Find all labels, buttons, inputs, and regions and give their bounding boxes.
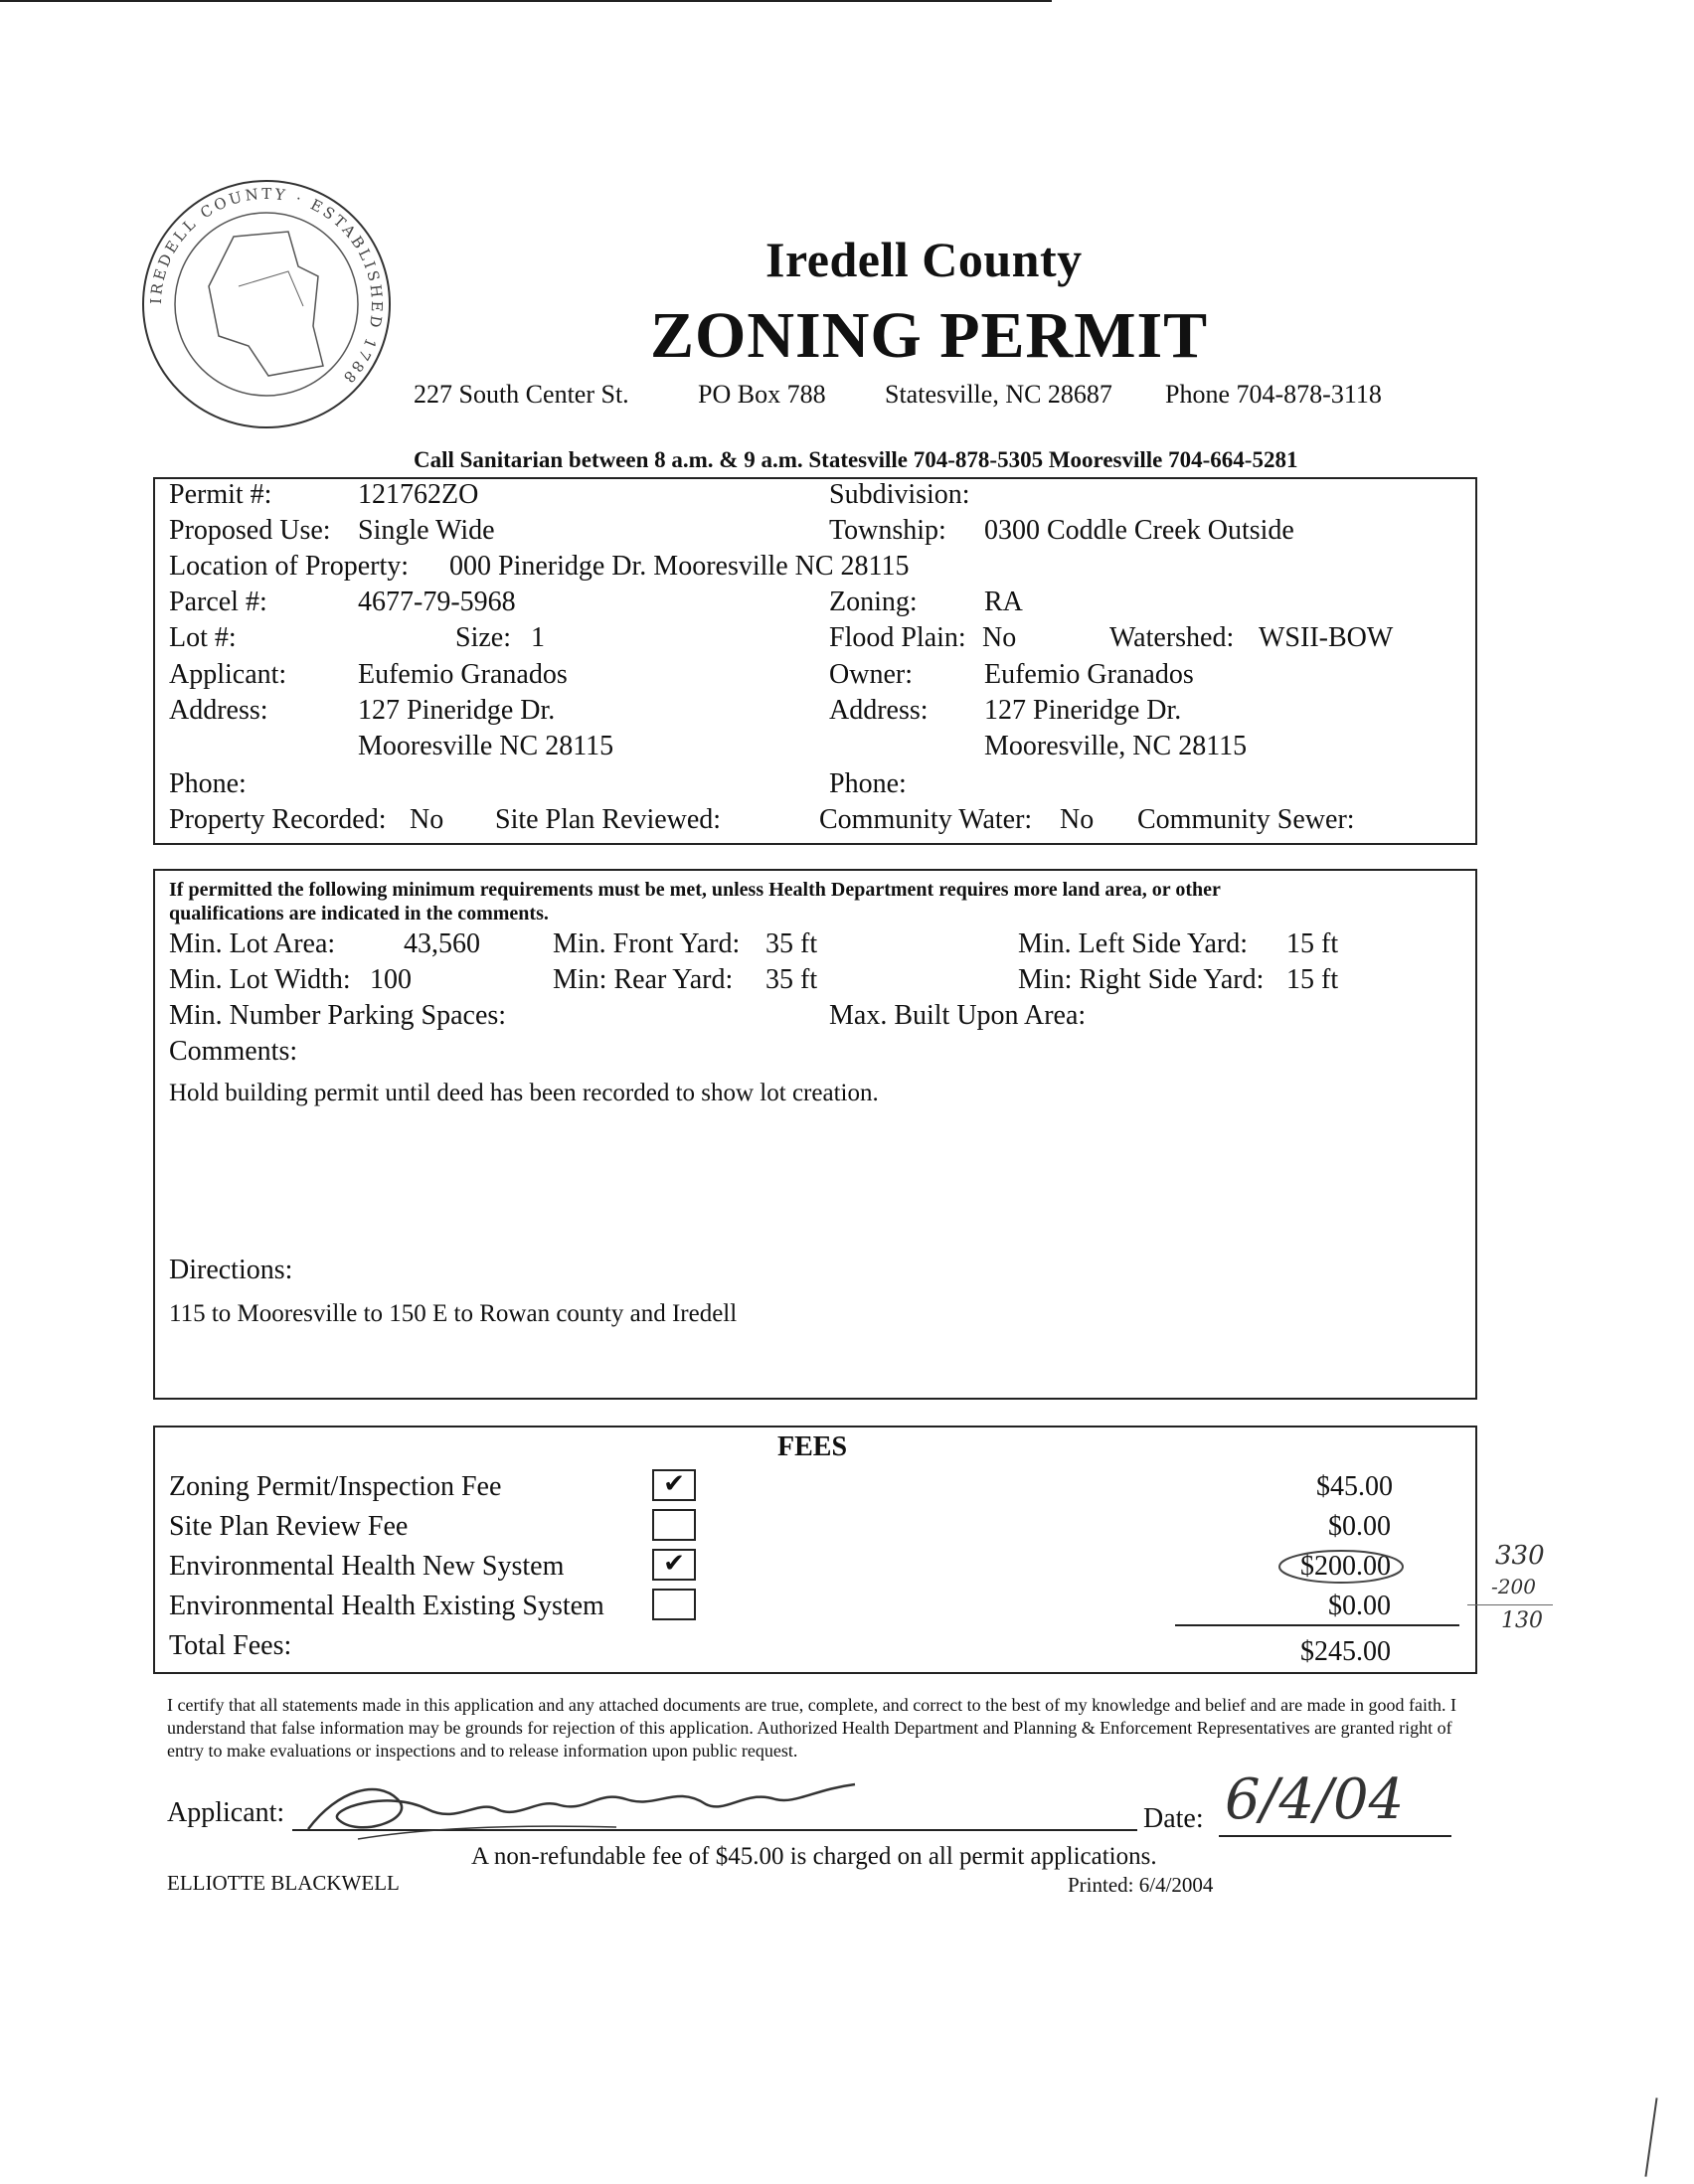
owner-value: Eufemio Granados — [984, 659, 1194, 690]
date-line — [1219, 1835, 1451, 1837]
svg-text:IREDELL COUNTY · ESTABLISHED 1 — [147, 185, 386, 389]
nonrefundable-fee-notice: A non-refundable fee of $45.00 is charged on all permit applications. — [471, 1843, 1157, 1870]
office-phone: Phone 704-878-3118 — [1165, 380, 1382, 409]
office-city: Statesville, NC 28687 — [885, 380, 1112, 409]
proposed-use-value: Single Wide — [358, 515, 495, 546]
handwritten-signature — [298, 1769, 915, 1849]
min-parking-label: Min. Number Parking Spaces: — [169, 1000, 507, 1031]
fee-amount-site-plan: $0.00 — [1328, 1511, 1391, 1542]
owner-address-line1: 127 Pineridge Dr. — [984, 695, 1182, 726]
applicant-label: Applicant: — [169, 659, 287, 690]
lot-number-label: Lot #: — [169, 622, 237, 653]
min-lot-area-label: Min. Lot Area: — [169, 928, 336, 959]
size-label: Size: — [455, 622, 511, 653]
flood-plain-label: Flood Plain: — [829, 622, 966, 653]
directions-label: Directions: — [169, 1255, 293, 1285]
fee-label-new-system: Environmental Health New System — [169, 1551, 565, 1582]
margin-note-3: 130 — [1501, 1608, 1543, 1633]
fees-box — [153, 1426, 1477, 1674]
office-po-box: PO Box 788 — [698, 380, 826, 409]
county-name: Iredell County — [765, 232, 1083, 287]
handwritten-date: 6/4/04 — [1225, 1767, 1405, 1832]
permit-info-box — [153, 477, 1477, 845]
applicant-value: Eufemio Granados — [358, 659, 568, 690]
fee-label-zoning: Zoning Permit/Inspection Fee — [169, 1471, 502, 1502]
margin-note-1: 330 — [1495, 1541, 1545, 1571]
county-seal — [139, 177, 394, 431]
community-water-value: No — [1060, 804, 1095, 835]
requirements-intro-line1: If permitted the following minimum requirements must be met, unless Health Department requires more land area, or other — [169, 879, 1221, 901]
min-rear-yard-label: Min: Rear Yard: — [553, 964, 734, 995]
watershed-value: WSII-BOW — [1259, 622, 1394, 653]
handwritten-circle — [1276, 1547, 1406, 1587]
date-label: Date: — [1143, 1803, 1204, 1834]
check-icon: ✔ — [663, 1469, 685, 1499]
directions-value: 115 to Mooresville to 150 E to Rowan county and Iredell — [169, 1300, 738, 1327]
fee-amount-zoning: $45.00 — [1316, 1471, 1393, 1502]
applicant-address-label: Address: — [169, 695, 268, 726]
fee-checkbox-existing-system[interactable] — [652, 1589, 696, 1620]
header-rule — [0, 0, 1052, 2]
fee-checkbox-new-system[interactable] — [652, 1549, 696, 1581]
comments-label: Comments: — [169, 1036, 298, 1067]
fees-heading: FEES — [777, 1431, 848, 1462]
location-label: Location of Property: — [169, 551, 410, 582]
comments-value: Hold building permit until deed has been recorded to show lot creation. — [169, 1080, 879, 1106]
fee-amount-existing-system: $0.00 — [1328, 1591, 1391, 1621]
owner-address-label: Address: — [829, 695, 929, 726]
applicant-address-line2: Mooresville NC 28115 — [358, 731, 614, 761]
subdivision-label: Subdivision: — [829, 479, 970, 510]
min-front-yard-value: 35 ft — [765, 928, 818, 959]
requirements-box — [153, 869, 1477, 1400]
fee-checkbox-zoning[interactable] — [652, 1469, 696, 1501]
flood-plain-value: No — [982, 622, 1017, 653]
owner-label: Owner: — [829, 659, 913, 690]
min-left-side-yard-label: Min. Left Side Yard: — [1018, 928, 1248, 959]
parcel-value: 4677-79-5968 — [358, 587, 516, 617]
min-right-side-yard-label: Min: Right Side Yard: — [1018, 964, 1265, 995]
margin-note-2: -200 — [1491, 1575, 1536, 1598]
seal-text: IREDELL COUNTY · ESTABLISHED 1788 — [146, 184, 387, 389]
printed-date: Printed: 6/4/2004 — [1068, 1873, 1214, 1897]
sanitarian-notice: Call Sanitarian between 8 a.m. & 9 a.m. Statesville 704-878-5305 Mooresville 704-664-5281 — [414, 447, 1298, 472]
watershed-label: Watershed: — [1109, 622, 1235, 653]
location-value: 000 Pineridge Dr. Mooresville NC 28115 — [449, 551, 910, 582]
requirements-intro-line2: qualifications are indicated in the comments. — [169, 903, 549, 924]
fee-label-site-plan: Site Plan Review Fee — [169, 1511, 409, 1542]
min-right-side-yard-value: 15 ft — [1286, 964, 1339, 995]
total-fees-label: Total Fees: — [169, 1630, 292, 1661]
applicant-address-line1: 127 Pineridge Dr. — [358, 695, 556, 726]
owner-address-line2: Mooresville, NC 28115 — [984, 731, 1248, 761]
total-fees-value: $245.00 — [1300, 1636, 1391, 1667]
permit-number-value: 121762ZO — [358, 479, 479, 510]
fee-label-existing-system: Environmental Health Existing System — [169, 1591, 604, 1621]
zoning-value: RA — [984, 587, 1023, 617]
stray-mark — [1644, 2098, 1657, 2177]
site-plan-reviewed-label: Site Plan Reviewed: — [495, 804, 722, 835]
size-value: 1 — [531, 622, 545, 653]
property-recorded-label: Property Recorded: — [169, 804, 387, 835]
zoning-label: Zoning: — [829, 587, 918, 617]
fee-checkbox-site-plan[interactable] — [652, 1509, 696, 1541]
permit-number-label: Permit #: — [169, 479, 272, 510]
certification-text: I certify that all statements made in this application and any attached documents are true, complete, and correct to the best of my knowledge and belief and are made in good faith. I understand that false information may be grounds for rejection of this application. Authorized Health Department and Planning & Enforcement Representatives are granted right of entry to make evaluations or inspections and to release information upon public request. — [167, 1695, 1457, 1761]
min-rear-yard-value: 35 ft — [765, 964, 818, 995]
property-recorded-value: No — [410, 804, 444, 835]
min-left-side-yard-value: 15 ft — [1286, 928, 1339, 959]
min-front-yard-label: Min. Front Yard: — [553, 928, 741, 959]
applicant-signature-label: Applicant: — [167, 1797, 285, 1828]
owner-phone-label: Phone: — [829, 768, 907, 799]
page-title: ZONING PERMIT — [650, 299, 1209, 372]
min-lot-width-value: 100 — [370, 964, 412, 995]
community-water-label: Community Water: — [819, 804, 1033, 835]
office-street: 227 South Center St. — [414, 380, 629, 409]
max-built-upon-label: Max. Built Upon Area: — [829, 1000, 1087, 1031]
township-value: 0300 Coddle Creek Outside — [984, 515, 1294, 546]
community-sewer-label: Community Sewer: — [1137, 804, 1355, 835]
proposed-use-label: Proposed Use: — [169, 515, 331, 546]
check-icon: ✔ — [663, 1549, 685, 1579]
applicant-phone-label: Phone: — [169, 768, 247, 799]
township-label: Township: — [829, 515, 946, 546]
staff-name: ELLIOTTE BLACKWELL — [167, 1871, 400, 1895]
min-lot-width-label: Min. Lot Width: — [169, 964, 351, 995]
parcel-label: Parcel #: — [169, 587, 267, 617]
fee-amount-new-system: $200.00 — [1300, 1551, 1391, 1582]
margin-note-rule — [1467, 1604, 1553, 1605]
total-rule — [1175, 1624, 1459, 1626]
min-lot-area-value: 43,560 — [404, 928, 480, 959]
